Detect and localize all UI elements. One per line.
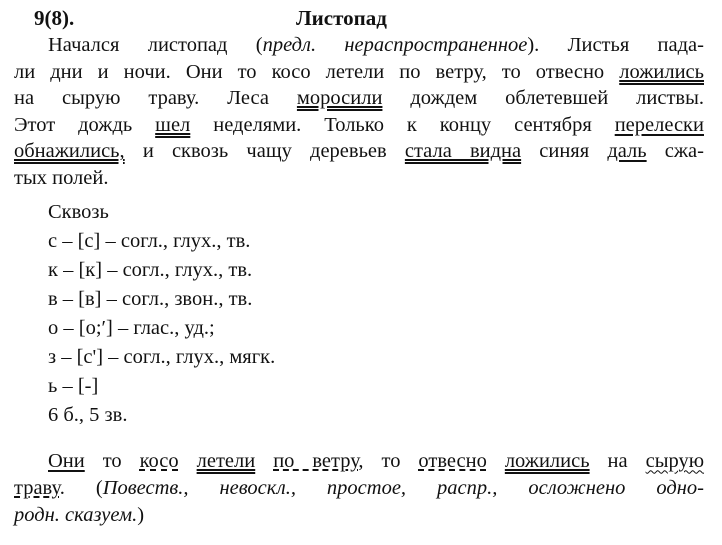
- adverbial-koso: косо: [139, 449, 179, 472]
- analysis-row: о – [о;′] – глас., уд.;: [48, 316, 215, 339]
- sentence-line-1: Они то косо летели по ветру, то отвесно ложились на сырую: [48, 449, 705, 472]
- paragraph-line-5: обнажились, и сквозь чащу деревьев стала видна синяя даль сжа-: [14, 140, 704, 163]
- paragraph-line-1: Начался листопад (предл. нераспространенное). Листья пада-: [48, 34, 704, 56]
- exercise-header: [14, 4, 704, 32]
- predicate-lozhilis: ложились: [619, 60, 704, 83]
- subject-oni: Они: [48, 449, 85, 472]
- attribute-syruyu: сырую: [645, 449, 705, 472]
- analysis-summary: 6 б., 5 зв.: [48, 403, 128, 426]
- characteristic-note: Повеств., невоскл., простое, распр., осложнено одно-: [102, 476, 704, 499]
- document-page: [14, 4, 704, 529]
- predicate-morosili: моросили: [296, 87, 383, 110]
- predicate-obnazhilis: обнажились,: [14, 140, 125, 163]
- phonetic-analysis: [48, 198, 704, 430]
- analysis-word: Сквозь: [48, 200, 109, 223]
- adverbial-po-vetru: по ветру: [273, 449, 359, 472]
- analysis-row: к – [к] – согл., глух., тв.: [48, 258, 253, 281]
- predicate-leteli: летели: [196, 449, 256, 472]
- main-paragraph: [14, 32, 704, 192]
- sentence-analysis: [14, 448, 704, 529]
- characteristic-note-end: родн. сказуем.: [14, 503, 138, 526]
- text-title: Листопад: [296, 6, 387, 30]
- analysis-row: ь – [-]: [48, 374, 99, 397]
- paragraph-line-3: на сырую траву. Леса моросили дождем облетевшей листвы.: [14, 87, 705, 110]
- subject-pereleski: перелески: [614, 113, 704, 136]
- analysis-row: в – [в] – согл., звон., тв.: [48, 287, 253, 310]
- object-travu: траву: [14, 476, 60, 499]
- predicate-lozhilis-2: ложились: [504, 449, 590, 472]
- exercise-number: 9(8).: [34, 6, 75, 30]
- sentence-line-2: траву. (Повеств., невоскл., простое, распр., осложнено одно-: [14, 476, 704, 499]
- subject-dal: даль: [607, 140, 647, 163]
- analysis-row: с – [с] – согл., глух., тв.: [48, 229, 251, 252]
- paragraph-line-4: Этот дождь шел неделями. Только к концу сентября перелески: [14, 113, 704, 136]
- paragraph-line-6: тых полей.: [14, 166, 109, 189]
- analysis-row: з – [с'] – согл., глух., мягк.: [48, 345, 276, 368]
- predicate-stala-vidna: стала видна: [404, 140, 522, 163]
- sentence-type-note: предл. нераспространенное: [262, 34, 528, 56]
- predicate-shel: шел: [155, 113, 191, 136]
- adverbial-otvesno: отвесно: [418, 449, 487, 472]
- paragraph-line-2: ли дни и ночи. Они то косо летели по ветру, то отвесно ложились: [14, 60, 704, 83]
- sentence-line-3: родн. сказуем.): [14, 503, 145, 526]
